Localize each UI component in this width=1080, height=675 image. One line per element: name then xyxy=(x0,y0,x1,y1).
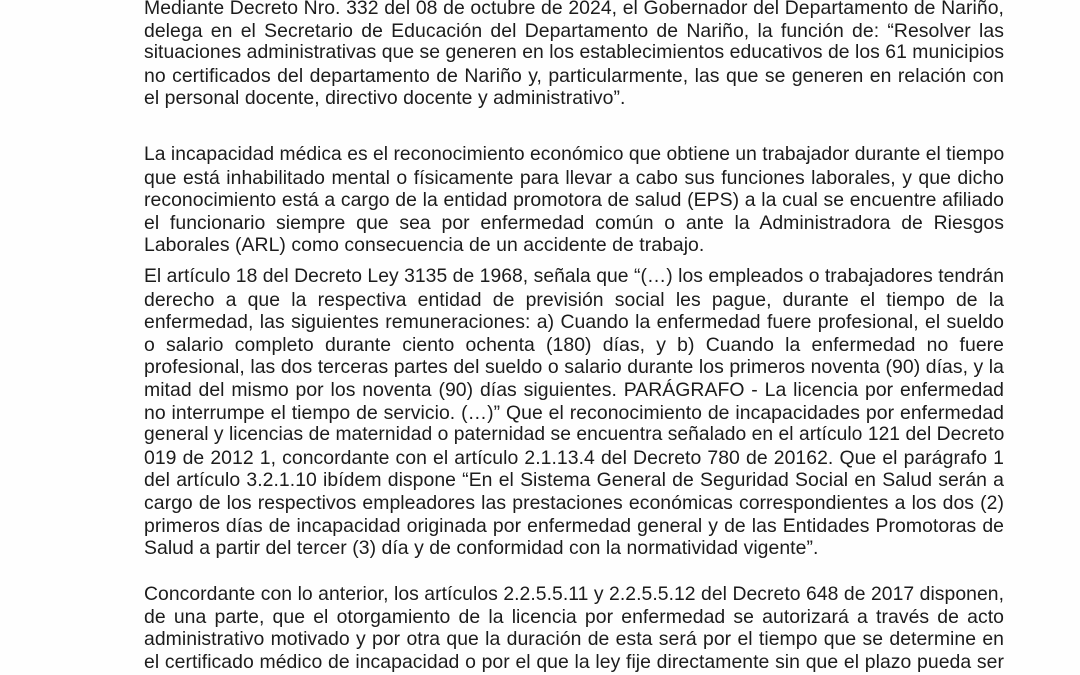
paragraph-articulo-18 xyxy=(144,266,1004,560)
paragraph-line: enfermedad, las siguientes remuneraciones: a) Cuando la enfermedad fuere profesional, el sueldo xyxy=(144,311,1004,334)
paragraph-line: primeros días de incapacidad originada por enfermedad general y de las Entidades Promotoras de xyxy=(144,514,1004,537)
paragraph-line: administrativo motivado y por otra que la duración de esta será por el tiempo que se determine en xyxy=(144,628,1004,651)
paragraph-line: 019 de 2012 1, concordante con el artículo 2.1.13.4 del Decreto 780 de 20162. Que el parágrafo 1 xyxy=(144,446,1004,469)
paragraph-line: profesional, las dos terceras partes del sueldo o salario durante los primeros noventa (90) días, y la xyxy=(144,356,1004,379)
paragraph-line: Salud a partir del tercer (3) día y de conformidad con la normatividad vigente”. xyxy=(144,537,819,560)
paragraph-line: el personal docente, directivo docente y administrativo”. xyxy=(144,87,626,110)
paragraph-decreto-648 xyxy=(144,583,1004,673)
paragraph-line: del artículo 3.2.1.10 ibídem dispone “En el Sistema General de Seguridad Social en Salud serán a xyxy=(144,469,1004,492)
paragraph-line: o salario completo durante ciento ochenta (180) días, y b) Cuando la enfermedad no fuere xyxy=(144,333,1004,356)
paragraph-line: no interrumpe el tiempo de servicio. (…)” Que el reconocimiento de incapacidades por enfermedad xyxy=(144,401,1004,424)
paragraph-line: mitad del mismo por los noventa (90) días siguientes. PARÁGRAFO - La licencia por enfermedad xyxy=(144,378,1004,401)
paragraph-decreto-332 xyxy=(144,0,1004,110)
paragraph-line: Mediante Decreto Nro. 332 del 08 de octubre de 2024, el Gobernador del Departamento de Nariño, xyxy=(144,0,1004,19)
paragraph-line: La incapacidad médica es el reconocimiento económico que obtiene un trabajador durante el tiempo xyxy=(144,144,1005,165)
paragraph-line: no certificados del departamento de Nariño y, particularmente, las que se generen en relación con xyxy=(144,64,1004,87)
paragraph-line: reconocimiento está a cargo de la entidad promotora de salud (EPS) a la cual se encuentre afiliado xyxy=(144,189,1004,212)
paragraph-line: derecho a que la respectiva entidad de previsión social les pague, durante el tiempo de la xyxy=(144,288,1004,311)
paragraph-line: delega en el Secretario de Educación del Departamento de Nariño, la función de: “Resolver las xyxy=(144,19,1004,42)
paragraph-line: situaciones administrativas que se generen en los establecimientos educativos de los 61 municipios xyxy=(144,42,1005,64)
paragraph-line: Concordante con lo anterior, los artículos 2.2.5.5.11 y 2.2.5.5.12 del Decreto 648 de 2017 disponen, xyxy=(144,583,1004,605)
paragraph-line: el certificado médico de incapacidad o por el que la ley fije directamente sin que el plazo pueda ser xyxy=(144,650,1004,673)
paragraph-line: el funcionario siempre que sea por enfermedad común o ante la Administradora de Riesgos xyxy=(144,211,1004,234)
paragraph-line: El artículo 18 del Decreto Ley 3135 de 1968, señala que “(…) los empleados o trabajadores tendrán xyxy=(144,266,1004,287)
paragraph-incapacidad-medica xyxy=(144,144,1004,257)
paragraph-line: cargo de los respectivos empleadores las prestaciones económicas correspondientes a los dos (2) xyxy=(144,491,1004,514)
paragraph-line: general y licencias de maternidad o paternidad se encuentra señalado en el artículo 121 del Decreto xyxy=(144,424,1005,446)
paragraph-line: de una parte, que el otorgamiento de la licencia por enfermedad se autorizará a través de acto xyxy=(144,605,1004,628)
paragraph-line: Laborales (ARL) como consecuencia de un accidente de trabajo. xyxy=(144,234,705,257)
paragraph-line: que está inhabilitado mental o físicamente para llevar a cabo sus funciones laborales, y que dicho xyxy=(144,166,1004,189)
